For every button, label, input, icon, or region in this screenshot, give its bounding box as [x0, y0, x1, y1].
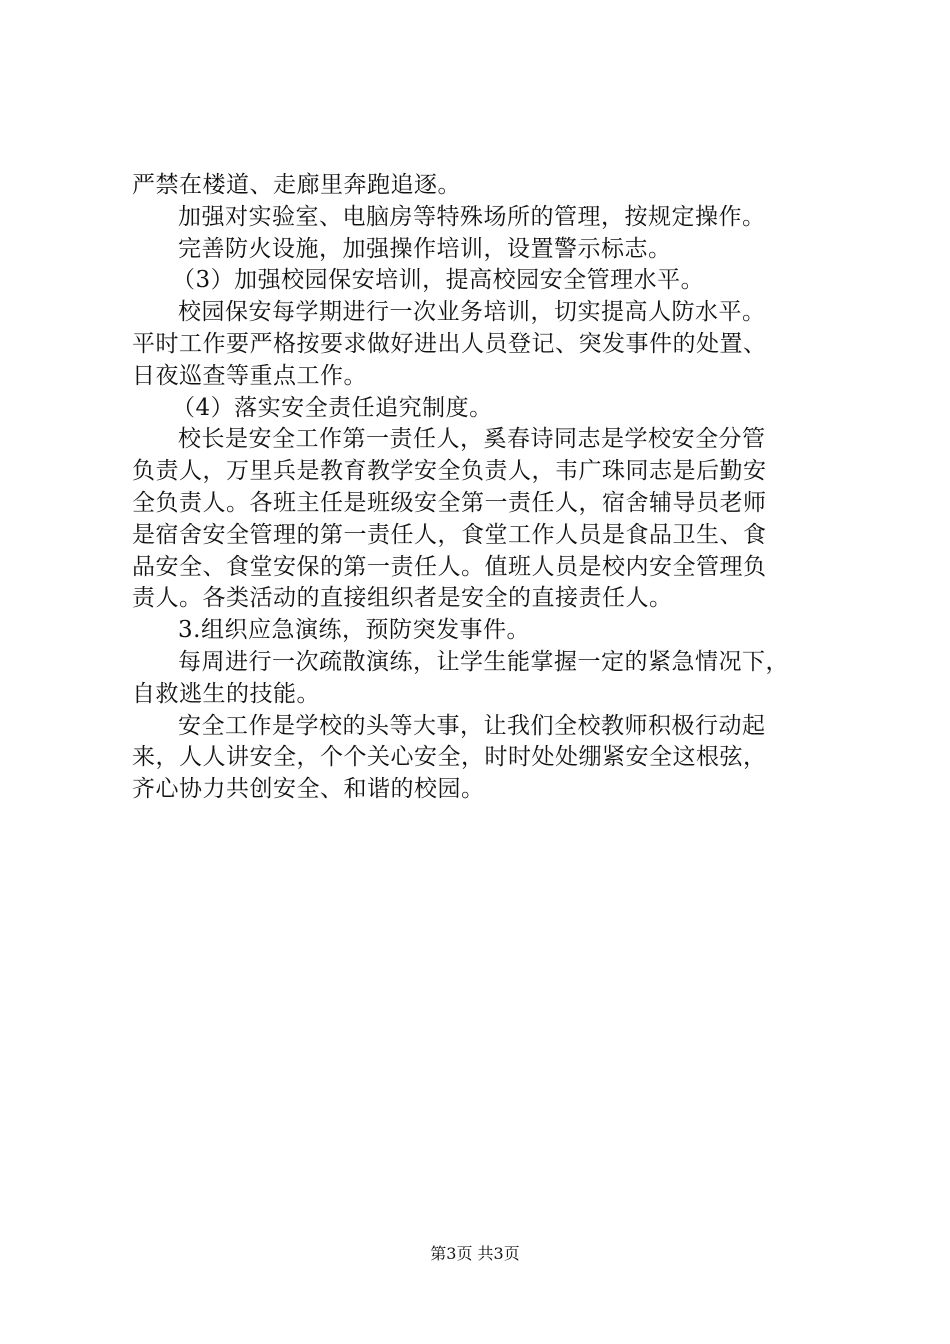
section-heading: （3）加强校园保安培训，提高校园安全管理水平。 [172, 267, 705, 294]
body-line: 全负责人。各班主任是班级安全第一责任人，宿舍辅导员老师 [132, 489, 767, 516]
body-line: 来，人人讲安全，个个关心安全，时时处处绷紧安全这根弦， [132, 744, 767, 771]
body-line: 严禁在楼道、走廊里奔跑追逐。 [132, 172, 461, 198]
body-line: 是宿舍安全管理的第一责任人，食堂工作人员是食品卫生、食 [132, 521, 767, 548]
body-line: 自救逃生的技能。 [132, 680, 320, 707]
document-body [132, 170, 832, 806]
body-line: 安全工作是学校的头等大事，让我们全校教师积极行动起 [178, 712, 766, 739]
body-line: 日夜巡查等重点工作。 [132, 362, 367, 389]
body-line: 每周进行一次疏散演练，让学生能掌握一定的紧急情况下， [178, 648, 789, 675]
section-heading: （4）落实安全责任追究制度。 [172, 394, 493, 421]
body-line: 齐心协力共创安全、和谐的校园。 [132, 776, 485, 803]
body-line: 负责人，万里兵是教育教学安全负责人，韦广珠同志是后勤安 [132, 458, 767, 485]
body-line: 校园保安每学期进行一次业务培训，切实提高人防水平。 [178, 299, 766, 326]
body-line: 校长是安全工作第一责任人，奚春诗同志是学校安全分管 [178, 426, 766, 453]
section-heading: 3.组织应急演练，预防突发事件。 [178, 617, 530, 644]
body-line: 完善防火设施，加强操作培训，设置警示标志。 [178, 235, 672, 262]
page-number-footer: 第3页 共3页 [430, 1244, 520, 1263]
body-line: 加强对实验室、电脑房等特殊场所的管理，按规定操作。 [178, 203, 766, 230]
body-line: 品安全、食堂安保的第一责任人。值班人员是校内安全管理负 [132, 553, 767, 580]
body-line: 责人。各类活动的直接组织者是安全的直接责任人。 [132, 585, 673, 612]
body-line: 平时工作要严格按要求做好进出人员登记、突发事件的处置、 [132, 330, 767, 357]
